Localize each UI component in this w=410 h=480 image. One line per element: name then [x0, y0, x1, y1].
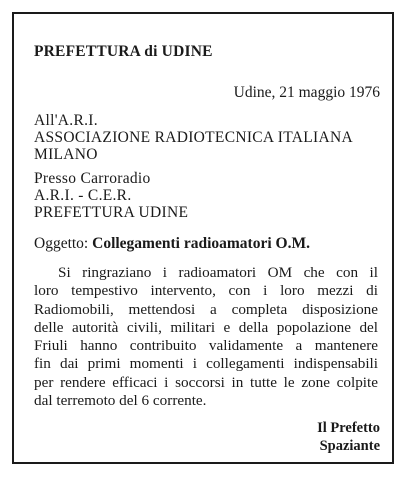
signature-name: Spaziante [319, 438, 380, 454]
letter-body [34, 264, 378, 410]
subject-label: Oggetto: [34, 235, 89, 252]
body-line: Friuli hanno contribuito validamente a mantenere [34, 337, 378, 355]
body-line: Si ringraziano i radioamatori OM che con il [58, 264, 378, 281]
recipient-line-1: All'A.R.I. [34, 112, 98, 129]
signature-title: Il Prefetto [317, 420, 380, 436]
body-line: fin dai primi momenti i collegamenti indispensabili [34, 355, 378, 373]
recipient-line-3: MILANO [34, 146, 98, 163]
body-line: delle autorità civili, militari e della popolazione del [34, 318, 378, 336]
body-line: loro tempestivo intervento, con i loro mezzi di [34, 282, 378, 300]
recipient-line-2: ASSOCIAZIONE RADIOTECNICA ITALIANA [34, 129, 353, 146]
care-of-line-2: A.R.I. - C.E.R. [34, 187, 132, 204]
care-of-line-1: Presso Carroradio [34, 170, 151, 187]
body-line: per rendere efficaci i soccorsi in tutte le zone colpite [34, 373, 378, 391]
body-line: Radiomobili, mettendosi a completa disposizione [34, 300, 378, 318]
letterhead: PREFETTURA di UDINE [34, 43, 213, 60]
care-of-line-3: PREFETTURA UDINE [34, 204, 189, 221]
body-line: dal terremoto del 6 corrente. [34, 392, 207, 410]
letter-date: Udine, 21 maggio 1976 [233, 84, 380, 101]
subject-value: Collegamenti radioamatori O.M. [92, 235, 310, 252]
subject-line [34, 236, 310, 252]
